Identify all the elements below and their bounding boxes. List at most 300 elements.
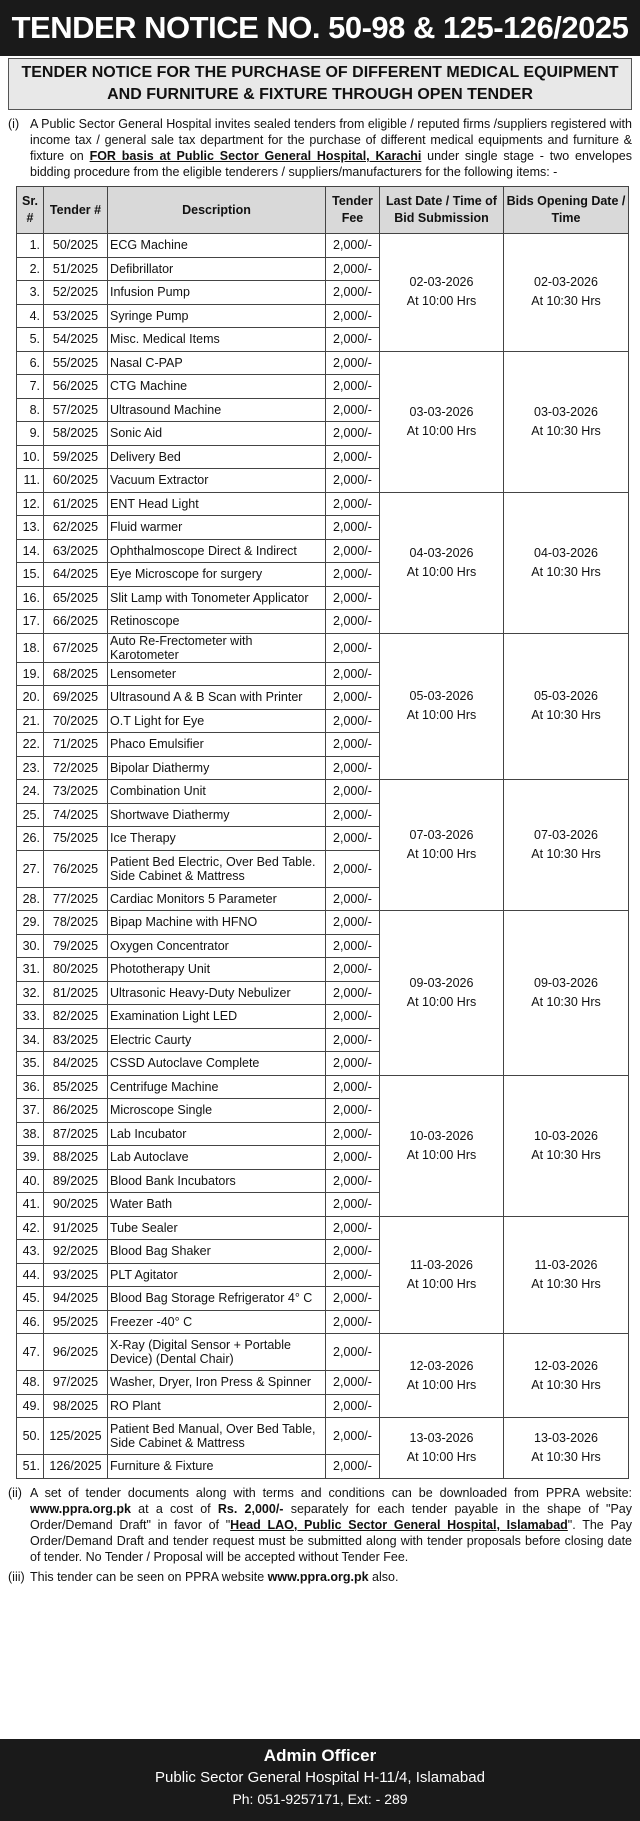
paragraph-number: (iii) [8,1569,25,1584]
row-sr: 30. [17,934,44,958]
time-text: At 10:00 Hrs [406,564,477,579]
date-text: 12-03-2026 [409,1358,474,1373]
row-description: Phototherapy Unit [108,958,326,982]
row-description: CSSD Autoclave Complete [108,1052,326,1076]
row-description: Washer, Dryer, Iron Press & Spinner [108,1371,326,1395]
date-text: 03-03-2026 [409,404,474,419]
row-description: PLT Agitator [108,1263,326,1287]
row-fee: 2,000/- [326,375,380,399]
row-sr: 35. [17,1052,44,1076]
time-text: At 10:30 Hrs [531,1276,601,1291]
row-sr: 44. [17,1263,44,1287]
table-row [17,911,629,935]
row-sr: 33. [17,1005,44,1029]
row-sr: 20. [17,686,44,710]
row-fee: 2,000/- [326,1240,380,1264]
row-sr: 11. [17,469,44,493]
bid-opening-time [504,234,629,352]
row-description: Lab Autoclave [108,1146,326,1170]
row-fee: 2,000/- [326,827,380,851]
row-sr: 40. [17,1169,44,1193]
row-fee: 2,000/- [326,1075,380,1099]
text-segment: separately for each tender payable in the shape of "Pay Order/Demand Draft" in favor of " [30,1501,633,1532]
bid-submission-deadline [380,780,504,911]
row-tender-no: 86/2025 [44,1099,108,1123]
row-description: O.T Light for Eye [108,709,326,733]
footer-contact [0,1739,640,1821]
row-tender-no: 80/2025 [44,958,108,982]
date-text: 05-03-2026 [534,689,598,704]
bid-submission-deadline [380,234,504,352]
row-sr: 14. [17,539,44,563]
date-text: 11-03-2026 [409,1257,473,1272]
row-description: Retinoscope [108,610,326,634]
row-tender-no: 98/2025 [44,1394,108,1418]
date-text: 10-03-2026 [534,1128,598,1143]
row-description: Cardiac Monitors 5 Parameter [108,887,326,911]
row-tender-no: 82/2025 [44,1005,108,1029]
bid-opening-time [504,780,629,911]
row-sr: 22. [17,733,44,757]
time-text: At 10:00 Hrs [406,1147,477,1162]
row-description: Water Bath [108,1193,326,1217]
row-tender-no: 66/2025 [44,610,108,634]
table-body [17,234,629,1479]
row-fee: 2,000/- [326,586,380,610]
paragraph-text [30,1569,632,1585]
subtitle-line-1: TENDER NOTICE FOR THE PURCHASE OF DIFFERENT MEDICAL EQUIPMENT [21,64,619,81]
time-text: At 10:00 Hrs [406,423,477,438]
row-fee: 2,000/- [326,934,380,958]
row-fee: 2,000/- [326,1193,380,1217]
row-tender-no: 52/2025 [44,281,108,305]
payee-name: Head LAO, Public Sector General Hospital, Islamabad [230,1517,568,1532]
date-text: 07-03-2026 [534,828,598,842]
row-sr: 34. [17,1028,44,1052]
row-fee: 2,000/- [326,911,380,935]
row-fee: 2,000/- [326,1028,380,1052]
bid-submission-deadline [380,911,504,1076]
row-fee: 2,000/- [326,469,380,493]
row-sr: 9. [17,422,44,446]
row-description: Lab Incubator [108,1122,326,1146]
bid-submission-deadline [380,633,504,780]
row-tender-no: 85/2025 [44,1075,108,1099]
row-tender-no: 72/2025 [44,756,108,780]
row-tender-no: 61/2025 [44,492,108,516]
paragraph-documents [8,1485,632,1565]
row-description: ENT Head Light [108,492,326,516]
footer-phone: Ph: 051-9257171, Ext: - 289 [232,1791,408,1807]
row-description: Nasal C-PAP [108,351,326,375]
row-fee: 2,000/- [326,633,380,662]
row-sr: 13. [17,516,44,540]
row-fee: 2,000/- [326,1394,380,1418]
row-fee: 2,000/- [326,281,380,305]
row-fee: 2,000/- [326,1287,380,1311]
row-tender-no: 97/2025 [44,1371,108,1395]
row-description: Combination Unit [108,780,326,804]
row-description: Blood Bank Incubators [108,1169,326,1193]
row-fee: 2,000/- [326,958,380,982]
header-opening-date: Bids Opening Date / Time [504,187,629,234]
row-sr: 28. [17,887,44,911]
header-description: Description [108,187,326,234]
text-segment: ". The Pay Order/Demand Draft and tender request must be submitted along with tender proposals before closing date of tender. No Tender / Proposal will be accepted without Tender Fee. [30,1517,632,1564]
date-text: 04-03-2026 [534,545,598,560]
bid-opening-time [504,1216,629,1334]
row-description: Infusion Pump [108,281,326,305]
table-row [17,1334,629,1371]
date-text: 02-03-2026 [409,275,474,290]
row-sr: 3. [17,281,44,305]
paragraph-invitation [8,116,632,180]
row-description: Delivery Bed [108,445,326,469]
row-sr: 25. [17,803,44,827]
bid-opening-time [504,1334,629,1418]
row-fee: 2,000/- [326,1263,380,1287]
row-tender-no: 60/2025 [44,469,108,493]
row-sr: 7. [17,375,44,399]
row-fee: 2,000/- [326,686,380,710]
row-tender-no: 63/2025 [44,539,108,563]
row-description: Centrifuge Machine [108,1075,326,1099]
row-description: Ultrasound A & B Scan with Printer [108,686,326,710]
row-sr: 43. [17,1240,44,1264]
row-fee: 2,000/- [326,662,380,686]
row-sr: 2. [17,257,44,281]
bid-opening-time [504,492,629,633]
row-tender-no: 71/2025 [44,733,108,757]
row-tender-no: 93/2025 [44,1263,108,1287]
footer-address: Public Sector General Hospital H-11/4, Islamabad [155,1769,485,1786]
row-sr: 47. [17,1334,44,1371]
row-fee: 2,000/- [326,1099,380,1123]
row-sr: 31. [17,958,44,982]
footer-title: Admin Officer [263,1746,377,1765]
row-fee: 2,000/- [326,1146,380,1170]
time-text: At 10:00 Hrs [406,294,477,309]
row-sr: 12. [17,492,44,516]
row-sr: 37. [17,1099,44,1123]
date-text: 13-03-2026 [534,1430,598,1445]
row-tender-no: 88/2025 [44,1146,108,1170]
row-sr: 32. [17,981,44,1005]
header-sr: Sr. # [17,187,44,234]
row-fee: 2,000/- [326,756,380,780]
row-sr: 27. [17,850,44,887]
row-description: Bipap Machine with HFNO [108,911,326,935]
row-description: Misc. Medical Items [108,328,326,352]
time-text: At 10:00 Hrs [406,1449,477,1464]
row-sr: 46. [17,1310,44,1334]
row-sr: 5. [17,328,44,352]
row-description: Fluid warmer [108,516,326,540]
paragraph-number: (i) [8,117,20,131]
row-description: Auto Re-Frectometer with Karotometer [108,633,326,662]
row-description: Phaco Emulsifier [108,733,326,757]
row-sr: 29. [17,911,44,935]
text-segment: at a cost of [130,1501,218,1516]
row-tender-no: 78/2025 [44,911,108,935]
paragraph-ppra [8,1569,632,1585]
bid-submission-deadline [380,1216,504,1334]
row-description: Blood Bag Storage Refrigerator 4° C [108,1287,326,1311]
row-fee: 2,000/- [326,234,380,258]
row-sr: 15. [17,563,44,587]
table-row [17,492,629,516]
row-sr: 24. [17,780,44,804]
text-segment: This tender can be seen on PPRA website [30,1569,268,1584]
row-tender-no: 69/2025 [44,686,108,710]
row-fee: 2,000/- [326,850,380,887]
row-tender-no: 58/2025 [44,422,108,446]
table-row [17,633,629,662]
row-fee: 2,000/- [326,257,380,281]
tender-table [16,186,629,1479]
row-sr: 19. [17,662,44,686]
time-text: At 10:00 Hrs [406,1377,477,1392]
row-fee: 2,000/- [326,1005,380,1029]
date-text: 13-03-2026 [409,1430,474,1445]
row-description: Ophthalmoscope Direct & Indirect [108,539,326,563]
row-tender-no: 56/2025 [44,375,108,399]
row-fee: 2,000/- [326,610,380,634]
row-sr: 50. [17,1418,44,1455]
bid-submission-deadline [380,1075,504,1216]
text-segment: under single stage - two envelopes bidding procedure from the eligible tenderers / suppliers/manufacturers for the following items: - [30,149,633,179]
subtitle-line-2: AND FURNITURE & FIXTURE THROUGH OPEN TENDER [107,86,533,103]
row-tender-no: 53/2025 [44,304,108,328]
header-tender: Tender # [44,187,108,234]
time-text: At 10:00 Hrs [406,1276,477,1291]
time-text: At 10:30 Hrs [531,847,601,861]
row-sr: 18. [17,633,44,662]
row-fee: 2,000/- [326,492,380,516]
time-text: At 10:30 Hrs [531,994,601,1009]
header-last-date: Last Date / Time of Bid Submission [380,187,504,234]
text-segment: also. [368,1569,399,1584]
row-tender-no: 55/2025 [44,351,108,375]
row-tender-no: 89/2025 [44,1169,108,1193]
row-fee: 2,000/- [326,1371,380,1395]
text-segment: A Public Sector General Hospital invites sealed tenders from eligible / reputed firms /suppliers registered with income tax / general sale tax department for the purchase of different medical equipments and furniture & fixture on [30,117,632,163]
row-sr: 10. [17,445,44,469]
bid-submission-deadline [380,492,504,633]
row-sr: 38. [17,1122,44,1146]
bid-submission-deadline [380,1334,504,1418]
row-description: Lensometer [108,662,326,686]
bid-opening-time [504,1418,629,1479]
row-description: Ultrasound Machine [108,398,326,422]
table-row [17,1418,629,1455]
date-text: 04-03-2026 [409,545,474,560]
time-text: At 10:30 Hrs [531,708,601,723]
row-tender-no: 92/2025 [44,1240,108,1264]
row-fee: 2,000/- [326,328,380,352]
table-row [17,234,629,258]
row-fee: 2,000/- [326,1169,380,1193]
table-header-row [17,187,629,234]
row-fee: 2,000/- [326,733,380,757]
row-fee: 2,000/- [326,780,380,804]
row-sr: 51. [17,1455,44,1479]
bid-opening-time [504,351,629,492]
row-sr: 6. [17,351,44,375]
time-text: At 10:30 Hrs [531,564,601,579]
row-description: RO Plant [108,1394,326,1418]
row-tender-no: 64/2025 [44,563,108,587]
row-description: Bipolar Diathermy [108,756,326,780]
row-description: CTG Machine [108,375,326,399]
row-description: Ice Therapy [108,827,326,851]
row-sr: 8. [17,398,44,422]
row-fee: 2,000/- [326,1334,380,1371]
row-fee: 2,000/- [326,887,380,911]
table-row [17,351,629,375]
row-description: Furniture & Fixture [108,1455,326,1479]
row-description: Ultrasonic Heavy-Duty Nebulizer [108,981,326,1005]
row-sr: 16. [17,586,44,610]
row-sr: 4. [17,304,44,328]
row-description: ECG Machine [108,234,326,258]
date-text: 11-03-2026 [534,1257,598,1272]
row-tender-no: 91/2025 [44,1216,108,1240]
row-fee: 2,000/- [326,304,380,328]
row-sr: 17. [17,610,44,634]
row-fee: 2,000/- [326,398,380,422]
row-description: Blood Bag Shaker [108,1240,326,1264]
row-description: Microscope Single [108,1099,326,1123]
row-tender-no: 96/2025 [44,1334,108,1371]
row-fee: 2,000/- [326,422,380,446]
row-description: Syringe Pump [108,304,326,328]
row-tender-no: 95/2025 [44,1310,108,1334]
row-description: Eye Microscope for surgery [108,563,326,587]
row-tender-no: 73/2025 [44,780,108,804]
time-text: At 10:30 Hrs [531,294,601,309]
row-sr: 41. [17,1193,44,1217]
date-text: 03-03-2026 [534,404,598,419]
bid-submission-deadline [380,1418,504,1479]
bid-opening-time [504,1075,629,1216]
row-fee: 2,000/- [326,1216,380,1240]
table-row [17,780,629,804]
row-description: Oxygen Concentrator [108,934,326,958]
bid-opening-time [504,911,629,1076]
row-sr: 21. [17,709,44,733]
row-tender-no: 70/2025 [44,709,108,733]
bid-opening-time [504,633,629,780]
row-tender-no: 84/2025 [44,1052,108,1076]
row-fee: 2,000/- [326,981,380,1005]
row-tender-no: 83/2025 [44,1028,108,1052]
row-fee: 2,000/- [326,803,380,827]
row-tender-no: 74/2025 [44,803,108,827]
ppra-website: www.ppra.org.pk [267,1569,369,1584]
row-fee: 2,000/- [326,1052,380,1076]
time-text: At 10:30 Hrs [531,423,601,438]
date-text: 09-03-2026 [534,975,598,990]
paragraph-text [30,116,632,180]
row-fee: 2,000/- [326,539,380,563]
header-fee: Tender Fee [326,187,380,234]
row-tender-no: 126/2025 [44,1455,108,1479]
row-fee: 2,000/- [326,1418,380,1455]
row-tender-no: 67/2025 [44,633,108,662]
date-text: 09-03-2026 [409,975,474,990]
row-tender-no: 59/2025 [44,445,108,469]
row-description: Examination Light LED [108,1005,326,1029]
date-text: 05-03-2026 [409,689,474,704]
row-description: Electric Caurty [108,1028,326,1052]
row-description: Patient Bed Manual, Over Bed Table, Side Cabinet & Mattress [108,1418,326,1455]
row-tender-no: 54/2025 [44,328,108,352]
row-sr: 1. [17,234,44,258]
row-tender-no: 75/2025 [44,827,108,851]
row-fee: 2,000/- [326,1122,380,1146]
row-fee: 2,000/- [326,351,380,375]
row-sr: 26. [17,827,44,851]
time-text: At 10:00 Hrs [406,994,477,1009]
row-description: Freezer -40° C [108,1310,326,1334]
text-segment: A set of tender documents along with terms and conditions can be downloaded from PPRA website: [30,1485,632,1500]
row-fee: 2,000/- [326,563,380,587]
table-row [17,1216,629,1240]
row-description: Tube Sealer [108,1216,326,1240]
date-text: 02-03-2026 [534,275,598,290]
row-tender-no: 79/2025 [44,934,108,958]
row-tender-no: 65/2025 [44,586,108,610]
time-text: At 10:30 Hrs [531,1377,601,1392]
row-fee: 2,000/- [326,1310,380,1334]
row-tender-no: 90/2025 [44,1193,108,1217]
row-tender-no: 68/2025 [44,662,108,686]
table-row [17,1075,629,1099]
row-sr: 23. [17,756,44,780]
notice-subtitle [8,58,632,110]
row-tender-no: 50/2025 [44,234,108,258]
row-description: Vacuum Extractor [108,469,326,493]
notice-title: TENDER NOTICE NO. 50-98 & 125-126/2025 [0,0,640,56]
row-fee: 2,000/- [326,709,380,733]
row-description: Shortwave Diathermy [108,803,326,827]
hospital-location: FOR basis at Public Sector General Hospital, Karachi [89,149,422,163]
row-tender-no: 94/2025 [44,1287,108,1311]
time-text: At 10:30 Hrs [531,1449,601,1464]
row-tender-no: 76/2025 [44,850,108,887]
time-text: At 10:00 Hrs [406,847,477,861]
row-fee: 2,000/- [326,1455,380,1479]
row-fee: 2,000/- [326,445,380,469]
row-description: Sonic Aid [108,422,326,446]
row-sr: 39. [17,1146,44,1170]
time-text: At 10:30 Hrs [531,1147,601,1162]
time-text: At 10:00 Hrs [406,708,477,723]
row-sr: 42. [17,1216,44,1240]
row-description: Patient Bed Electric, Over Bed Table. Side Cabinet & Mattress [108,850,326,887]
row-tender-no: 125/2025 [44,1418,108,1455]
paragraph-number: (ii) [8,1485,22,1500]
row-description: Defibrillator [108,257,326,281]
row-tender-no: 77/2025 [44,887,108,911]
row-sr: 49. [17,1394,44,1418]
row-sr: 36. [17,1075,44,1099]
row-tender-no: 62/2025 [44,516,108,540]
row-description: Slit Lamp with Tonometer Applicator [108,586,326,610]
row-tender-no: 81/2025 [44,981,108,1005]
date-text: 10-03-2026 [409,1128,474,1143]
